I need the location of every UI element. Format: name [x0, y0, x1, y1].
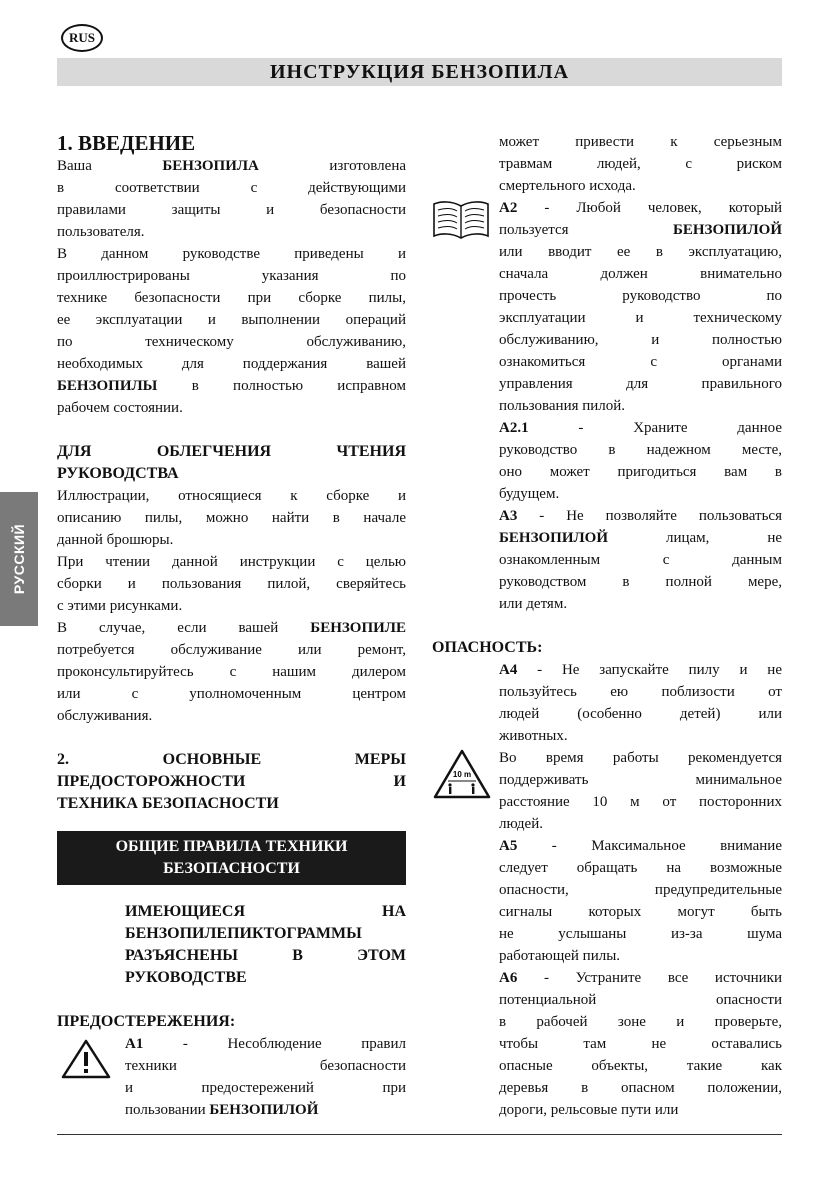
text-line: людей.	[499, 816, 543, 832]
bold-term: A5	[499, 838, 518, 854]
text-line: поддерживать минимальное	[499, 772, 782, 788]
side-tab-label: РУССКИЙ	[11, 523, 27, 595]
text-line: управления для правильного	[499, 376, 782, 392]
text-line: ознакомиться с органами	[499, 354, 782, 370]
text-line: A2 - Любой человек, который	[499, 200, 782, 216]
text-line: опасности, предупредительные	[499, 882, 782, 898]
bold-term: БЕНЗОПИЛА	[162, 158, 259, 174]
danger-a5	[499, 835, 782, 967]
text-line: руководством в полной мере,	[499, 574, 782, 590]
text-line: рабочем состоянии.	[57, 400, 183, 416]
page-title: ИНСТРУКЦИЯ БЕНЗОПИЛА	[57, 58, 782, 86]
text-line: по техническому обслуживанию,	[57, 334, 406, 350]
text-line: В случае, если вашей БЕНЗОПИЛЕ	[57, 620, 406, 636]
text-line: пользуйтесь ею поблизости от	[499, 684, 782, 700]
text-line: При чтении данной инструкции с целью	[57, 554, 406, 570]
general-rules-banner	[57, 831, 406, 885]
text-line: БЕНЗОПИЛОЙ лицам, не	[499, 530, 782, 546]
bold-term: A1	[125, 1036, 144, 1052]
keep-distance-10m-icon	[432, 748, 492, 800]
section-1-heading: 1. ВВЕДЕНИЕ	[57, 131, 196, 155]
text-line: ТЕХНИКА БЕЗОПАСНОСТИ	[57, 795, 279, 812]
text-line: сигналы которых могут быть	[499, 904, 782, 920]
text-line: пользовании БЕНЗОПИЛОЙ	[125, 1102, 319, 1118]
text-line: деревья в опасном положении,	[499, 1080, 782, 1096]
text-line: A4 - Не запускайте пилу и не	[499, 662, 782, 678]
text-line: необходимых для поддержания вашей	[57, 356, 406, 372]
text-line: правилами защиты и безопасности	[57, 202, 406, 218]
text-line: данной брошюры.	[57, 532, 174, 548]
text-line: РУКОВОДСТВА	[57, 465, 179, 482]
banner-line: БЕЗОПАСНОСТИ	[163, 860, 300, 877]
danger-a6	[499, 967, 782, 1121]
manual-paragraph	[57, 243, 406, 419]
text-line: пользователя.	[57, 224, 145, 240]
text-line: или с уполномоченным центром	[57, 686, 406, 702]
text-line: A6 - Устраните все источники	[499, 970, 782, 986]
text-line: руководство в надежном месте,	[499, 442, 782, 458]
bold-term: A3	[499, 508, 518, 524]
text-line: или вводит ее в эксплуатацию,	[499, 244, 782, 260]
text-line: работающей пилы.	[499, 948, 621, 964]
text-line: может привести к серьезным	[499, 134, 782, 150]
text-line: не услышаны из-за шума	[499, 926, 782, 942]
text-line: будущем.	[499, 486, 560, 502]
bold-term: БЕНЗОПИЛОЙ	[209, 1102, 319, 1118]
text-line: смертельного исхода.	[499, 178, 636, 194]
text-line: сборки и пользования пилой, сверяйтесь	[57, 576, 406, 592]
text-line: следует обращать на возможные	[499, 860, 782, 876]
text-line: опасные объекты, такие как	[499, 1058, 782, 1074]
text-line: проиллюстрированы указания по	[57, 268, 406, 284]
bold-term: A2	[499, 200, 518, 216]
warnings-heading: ПРЕДОСТЕРЕЖЕНИЯ:	[57, 1013, 236, 1030]
text-line: потенциальной опасности	[499, 992, 782, 1008]
bold-term: A6	[499, 970, 518, 986]
text-line: эксплуатации и техническому	[499, 310, 782, 326]
a1-continued	[499, 131, 782, 197]
warning-a2	[499, 197, 782, 417]
text-line: БЕНЗОПИЛЫ в полностью исправном	[57, 378, 406, 394]
left-column	[57, 131, 406, 1121]
language-side-tab	[0, 492, 38, 626]
distance-paragraph	[499, 747, 782, 835]
text-line: описанию пилы, можно найти в начале	[57, 510, 406, 526]
text-line: потребуется обслуживание или ремонт,	[57, 642, 406, 658]
text-line: сначала должен внимательно	[499, 266, 782, 282]
text-line: Во время работы рекомендуется	[499, 750, 782, 766]
text-line: или детям.	[499, 596, 568, 612]
danger-heading: ОПАСНОСТЬ:	[432, 639, 543, 656]
illustrations-paragraph	[57, 485, 406, 551]
reading-heading	[57, 441, 406, 485]
text-line: обслуживанию, и полностью	[499, 332, 782, 348]
bold-term: БЕНЗОПИЛОЙ	[672, 222, 782, 238]
bold-term: БЕНЗОПИЛЫ	[57, 378, 158, 394]
text-line: A2.1 - Храните данное	[499, 420, 782, 436]
text-line: и предостережений при	[125, 1080, 406, 1096]
text-line: Ваша БЕНЗОПИЛА изготовлена	[57, 158, 407, 174]
figures-paragraph	[57, 551, 406, 617]
danger-a4	[499, 659, 782, 747]
footer-rule	[57, 1134, 782, 1135]
warning-a2-1	[499, 417, 782, 505]
banner-line: ОБЩИЕ ПРАВИЛА ТЕХНИКИ	[115, 838, 348, 855]
bold-term: БЕНЗОПИЛОЙ	[499, 530, 609, 546]
distance-label: 10 m	[452, 770, 472, 779]
section-2-heading	[57, 749, 406, 815]
text-line: РАЗЪЯСНЕНЫ В ЭТОМ	[125, 947, 406, 964]
text-line: людей (особенно детей) или	[499, 706, 782, 722]
text-line: ПРЕДОСТОРОЖНОСТИ И	[57, 773, 406, 790]
text-line: технике безопасности при сборке пилы,	[57, 290, 406, 306]
bold-term: БЕНЗОПИЛЕ	[310, 620, 406, 636]
right-column	[499, 131, 782, 615]
intro-paragraph	[57, 155, 406, 243]
text-line: пользуется БЕНЗОПИЛОЙ	[499, 222, 782, 238]
warning-triangle-icon	[60, 1038, 112, 1080]
bold-term: A2.1	[499, 420, 529, 436]
text-line: РУКОВОДСТВЕ	[125, 969, 247, 986]
text-line: 2. ОСНОВНЫЕ МЕРЫ	[57, 751, 406, 768]
language-badge: RUS	[61, 24, 103, 52]
text-line: БЕНЗОПИЛЕПИКТОГРАММЫ	[125, 925, 362, 942]
service-paragraph	[57, 617, 406, 727]
text-line: Иллюстрации, относящиеся к сборке и	[57, 488, 406, 504]
text-line: A1 - Несоблюдение правил	[125, 1036, 406, 1052]
text-line: расстояние 10 м от посторонних	[499, 794, 782, 810]
text-line: пользования пилой.	[499, 398, 626, 414]
text-line: травмам людей, с риском	[499, 156, 782, 172]
text-line: В данном руководстве приведены и	[57, 246, 406, 262]
pictograms-note	[57, 901, 406, 989]
bold-term: A4	[499, 662, 518, 678]
text-line: A5 - Максимальное внимание	[499, 838, 782, 854]
text-line: оно может пригодиться вам в	[499, 464, 782, 480]
text-line: A3 - Не позволяйте пользоваться	[499, 508, 782, 524]
text-line: в рабочей зоне и проверьте,	[499, 1014, 782, 1030]
text-line: обслуживания.	[57, 708, 153, 724]
danger-section	[432, 637, 782, 659]
text-line: ИМЕЮЩИЕСЯ НА	[125, 903, 406, 920]
text-line: дороги, рельсовые пути или	[499, 1102, 679, 1118]
text-line: проконсультируйтесь с нашим дилером	[57, 664, 406, 680]
danger-column	[499, 659, 782, 1121]
warning-a3	[499, 505, 782, 615]
text-line: техники безопасности	[125, 1058, 406, 1074]
text-line: ознакомленным с данным	[499, 552, 782, 568]
text-line: ДЛЯ ОБЛЕГЧЕНИЯ ЧТЕНИЯ	[57, 443, 406, 460]
read-manual-book-icon	[430, 198, 492, 242]
text-line: с этими рисунками.	[57, 598, 183, 614]
text-line: животных.	[499, 728, 568, 744]
text-line: в соответствии с действующими	[57, 180, 406, 196]
text-line: прочесть руководство по	[499, 288, 782, 304]
text-line: чтобы там не оставались	[499, 1036, 782, 1052]
text-line: ее эксплуатации и выполнении операций	[57, 312, 406, 328]
